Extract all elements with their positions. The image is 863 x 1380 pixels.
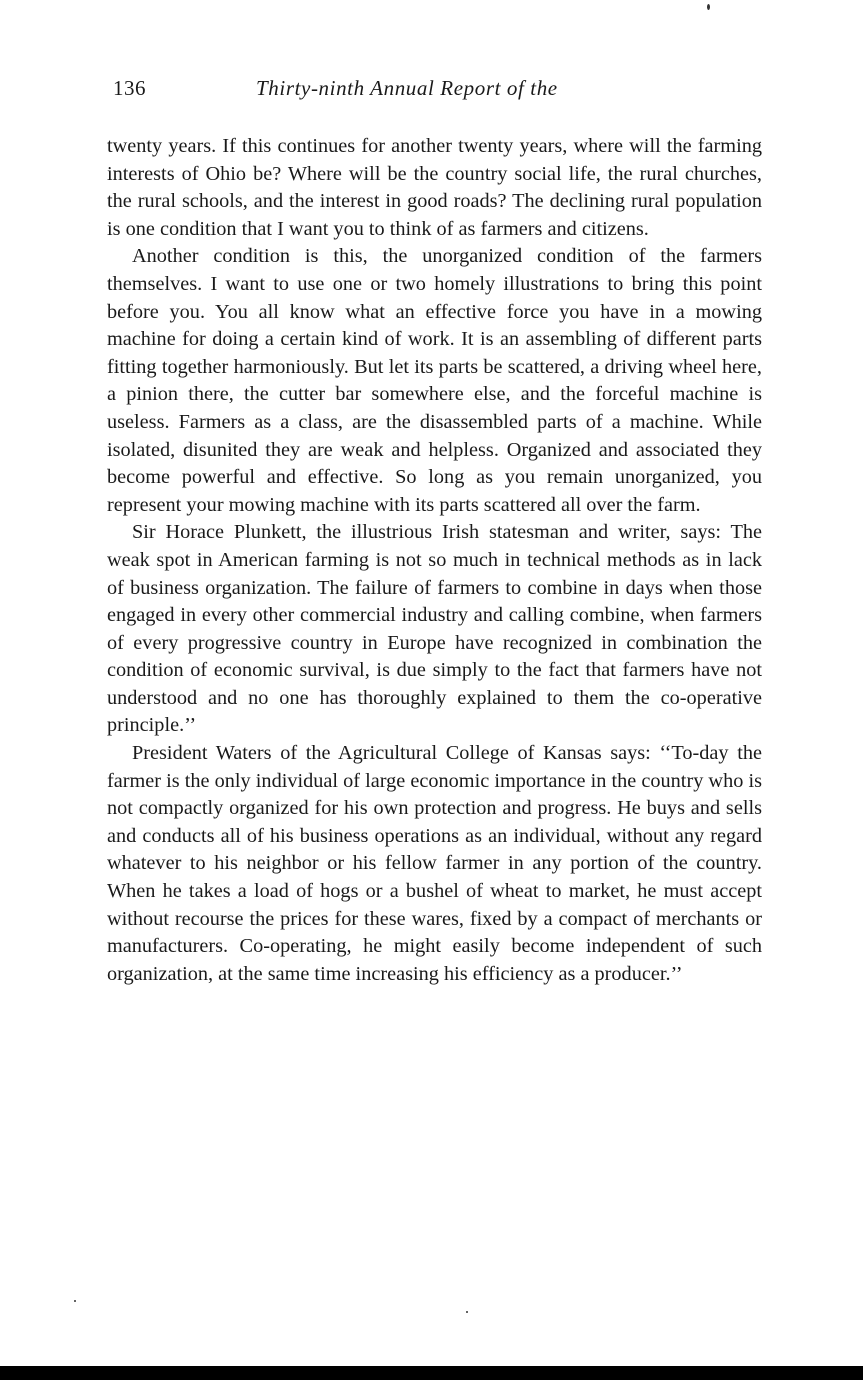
page-number: 136 [113, 76, 146, 100]
paragraph-1: twenty years. If this continues for another twenty years, where will the farming interests of Ohio be? Where will be the country social life, the rural churches, the rural schools, and the interest in good roads? The declining rural population is one condition that I want you to think of as farmers and citizens. [107, 135, 762, 240]
running-title: Thirty-ninth Annual Report of the [256, 76, 558, 100]
body-text [107, 133, 762, 988]
scan-speck [707, 4, 710, 10]
paragraph-2: Another condition is this, the unorganized condition of the farmers themselves. I want to use one or two homely illustrations to bring this point before you. You all know what an effective force you have in a mowing machine for doing a certain kind of work. It is an assembling of different parts fitting together harmoniously. But let its parts be scattered, a driving wheel here, a pinion there, the cutter bar somewhere else, and the forceful machine is useless. Farmers as a class, are the disassembled parts of a machine. While isolated, disunited they are weak and helpless. Organized and associated they become powerful and effective. So long as you remain unorganized, you represent your mowing machine with its parts scattered all over the farm. [107, 245, 762, 516]
page-header [113, 76, 763, 108]
paragraph-3: Sir Horace Plunkett, the illustrious Irish statesman and writer, says: The weak spot in American farming is not so much in technical methods as in lack of business organization. The failure of farmers to combine in days when those engaged in every other commercial industry and calling combine, when farmers of every progressive country in Europe have recognized in combination the condition of economic survival, is due simply to the fact that farmers have not understood and no one has thoroughly explained to them the co-operative principle.’’ [107, 521, 762, 737]
scan-speck [466, 1311, 468, 1313]
scan-speck [74, 1300, 76, 1302]
scan-edge-bar [0, 1366, 863, 1380]
paragraph-4: President Waters of the Agricultural College of Kansas says: ‘‘To-day the farmer is the only individual of large economic importance in the country who is not compactly organized for his own protection and progress. He buys and sells and conducts all of his business operations as an individual, without any regard whatever to his neighbor or his fellow farmer in any portion of the country. When he takes a load of hogs or a bushel of wheat to market, he must accept without recourse the prices for these wares, fixed by a compact of merchants or manufacturers. Co-operating, he might easily become independent of such organization, at the same time increasing his efficiency as a producer.’’ [107, 742, 762, 985]
